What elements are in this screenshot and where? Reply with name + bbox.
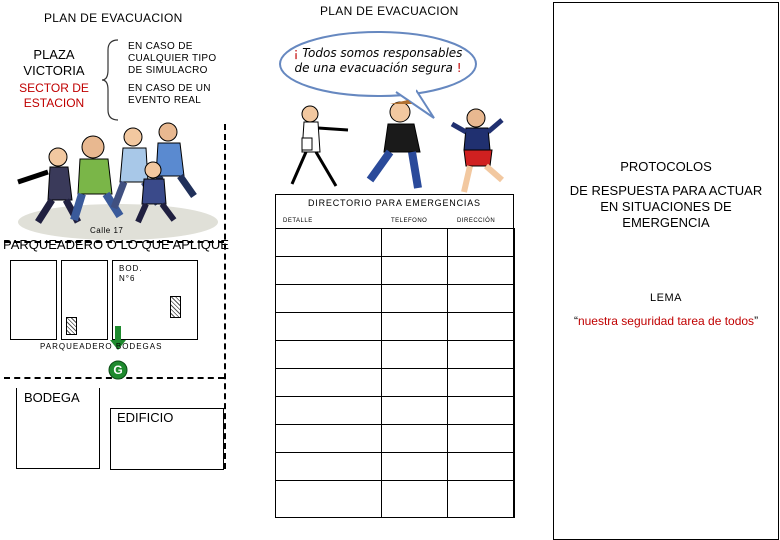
bodega-label: BODEGA — [24, 390, 80, 405]
bod-label: BOD. N°6 — [119, 264, 143, 283]
simulacro-text: EN CASO DE CUALQUIER TIPO DE SIMULACRO — [128, 41, 217, 76]
cartoon-people-illustration — [280, 100, 510, 200]
bubble-text: Todos somos responsables de una evacuación segura — [294, 46, 463, 75]
running-people-illustration — [8, 112, 223, 242]
exit-marker: G — [113, 363, 123, 377]
column-detalle: DETALLE — [283, 218, 313, 224]
bubble-message — [290, 46, 466, 76]
panel3-frame — [553, 2, 779, 540]
parking-space-1 — [10, 260, 57, 340]
map-dashed-right-border — [224, 124, 226, 469]
parqueadero-bodegas-label: PARQUEADERO BODEGAS — [40, 342, 163, 351]
plaza-name: PLAZA VICTORIA — [23, 47, 85, 78]
stairs-icon — [66, 317, 77, 335]
column-direccion: DIRECCIÓN — [457, 218, 496, 224]
directory-grid — [275, 228, 516, 519]
directory-title: DIRECTORIO PARA EMERGENCIAS — [308, 198, 481, 208]
respuesta-heading: DE RESPUESTA PARA ACTUAR EN SITUACIONES DE EMERGENCIA — [569, 183, 763, 230]
panel2-title: PLAN DE EVACUACION — [320, 4, 459, 18]
lema-label: LEMA — [650, 292, 682, 304]
evento-text: EN CASO DE UN EVENTO REAL — [128, 83, 211, 106]
brace-icon — [98, 38, 124, 122]
lema-quote — [570, 314, 762, 328]
exit-arrow-icon — [108, 326, 128, 388]
parqueadero-title: PARQUEADERO O LO QUE APLIQUE — [3, 237, 229, 252]
calle-label: Calle 17 — [90, 226, 124, 235]
lema-text: nuestra seguridad tarea de todos — [577, 314, 755, 328]
stairs-icon — [170, 296, 181, 318]
directory-column-row — [275, 216, 516, 228]
bubble-close-mark: ! — [456, 61, 462, 75]
protocolos-heading: PROTOCOLOS — [620, 159, 712, 174]
edificio-label: EDIFICIO — [117, 410, 174, 425]
lema-open-quote: “ — [573, 314, 578, 328]
column-telefono: TELEFONO — [391, 218, 428, 224]
bubble-open-mark: ¡ — [293, 46, 299, 60]
sector-name: SECTOR DE ESTACION — [19, 81, 89, 110]
panel1-title: PLAN DE EVACUACION — [44, 11, 183, 25]
lema-close-quote: ” — [754, 314, 759, 328]
